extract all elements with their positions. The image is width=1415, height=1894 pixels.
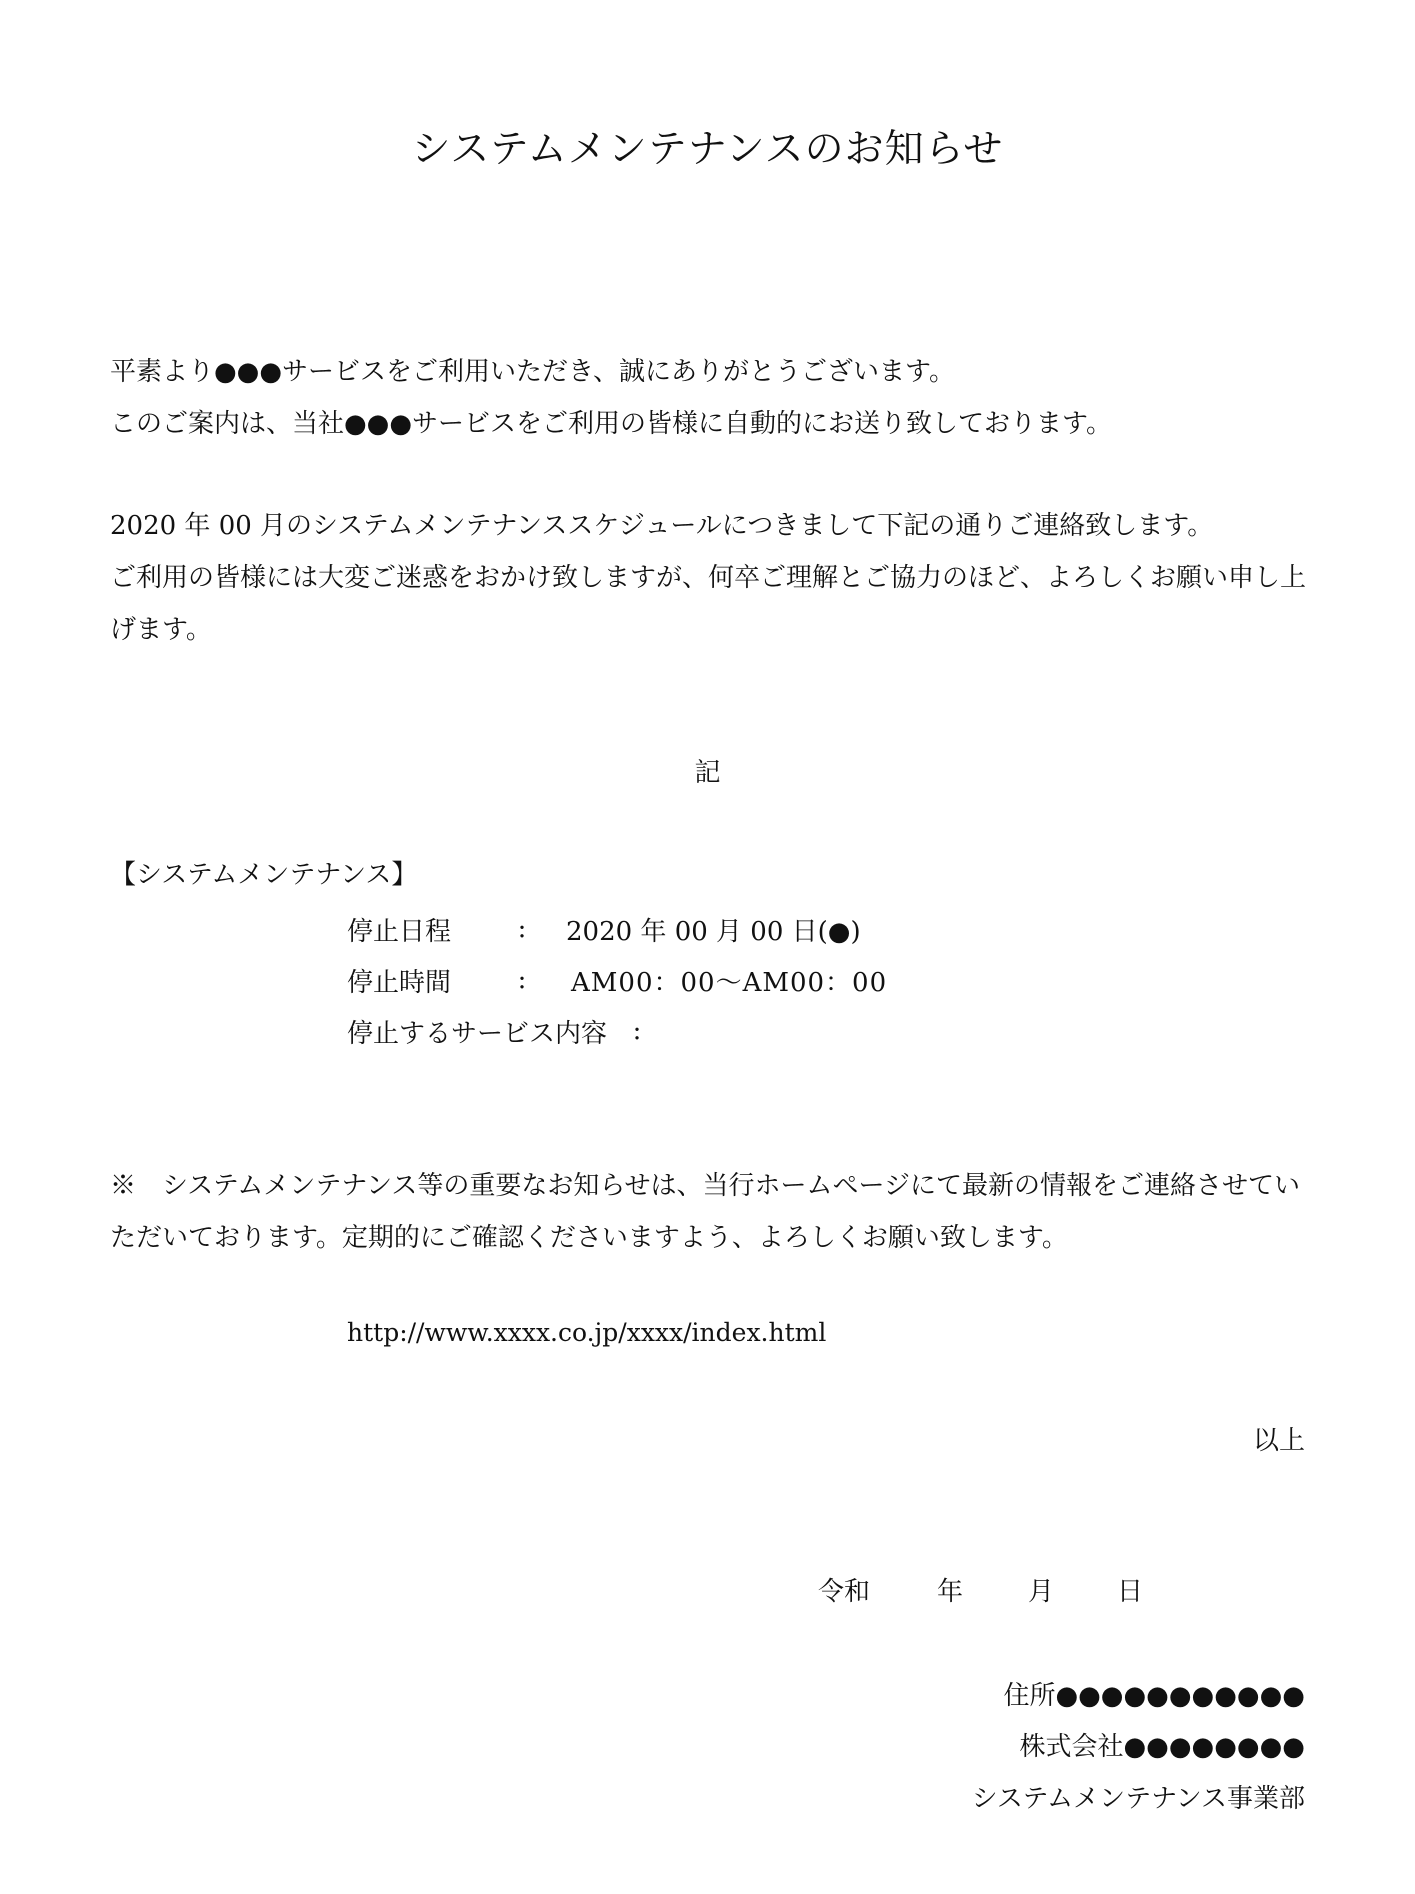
sender-company: 株式会社●●●●●●●● [1019, 1732, 1305, 1762]
stop-time-label: 停止時間 [347, 967, 452, 998]
ki-heading: 記 [694, 758, 721, 788]
stop-service-label: 停止するサービス内容 [347, 1018, 608, 1049]
stop-time-value: AM00：00～AM00：00 [571, 967, 888, 998]
homepage-url-link[interactable]: http://www.xxxx.co.jp/xxxx/index.html [347, 1318, 827, 1347]
stop-date-label: 停止日程 [347, 916, 452, 947]
maintenance-section-heading: 【システムメンテナンス】 [110, 860, 418, 890]
notice-paragraph: ※ システムメンテナンス等の重要なお知らせは、当行ホームページにて最新の情報をご連絡させていただいております。定期的にご確認くださいますよう、よろしくお願い致します。 [110, 1171, 1301, 1253]
stop-time-row [347, 963, 887, 997]
closing-ijou: 以上 [1252, 1426, 1305, 1456]
intro-line-2: このご案内は、当社●●●サービスをご利用の皆様に自動的にお送り致しております。 [110, 409, 1112, 439]
sender-address: 住所●●●●●●●●●●● [1003, 1681, 1305, 1711]
stop-service-row [347, 1014, 667, 1048]
date-day: 日 [1117, 1577, 1144, 1607]
date-year: 年 [937, 1577, 964, 1607]
document-date-line [818, 1571, 1143, 1608]
schedule-line-2: ご利用の皆様には大変ご迷惑をおかけ致しますが、何卒ご理解とご協力のほど、よろしくお願い申し上げます。 [110, 563, 1307, 645]
date-month: 月 [1028, 1577, 1055, 1607]
stop-service-colon: : [632, 1016, 642, 1046]
schedule-line-1: 2020 年 00 月のシステムメンテナンススケジュールにつきまして下記の通りご連絡致します。 [110, 511, 1214, 541]
date-era: 令和 [818, 1577, 871, 1607]
stop-time-colon: : [517, 965, 527, 995]
stop-date-row [347, 912, 861, 946]
intro-paragraph [110, 346, 1310, 450]
document-title: システムメンテナンスのお知らせ [411, 127, 1004, 172]
sender-department: システムメンテナンス事業部 [971, 1784, 1305, 1814]
intro-line-1: 平素より●●●サービスをご利用いただき、誠にありがとうございます。 [110, 357, 955, 387]
stop-date-value: 2020 年 00 月 00 日(●) [566, 916, 861, 947]
stop-date-colon: : [517, 914, 527, 944]
schedule-paragraph [110, 500, 1310, 656]
